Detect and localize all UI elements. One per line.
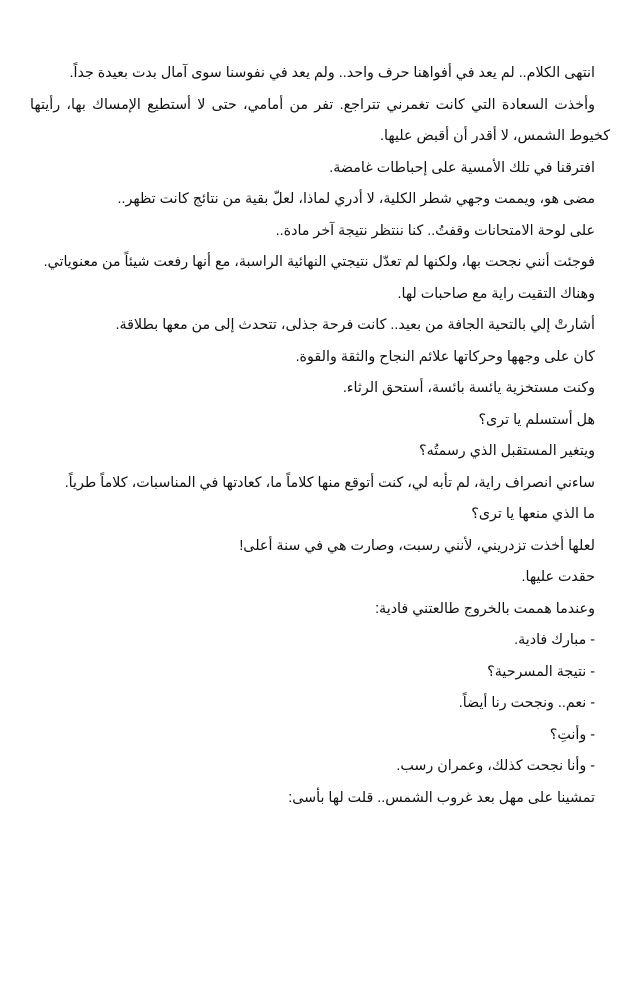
paragraph: ساءني انصراف راية، لم تأبه لي، كنت أتوقع منها كلاماً ما، كعادتها في المناسبات، كلاماً طرياً. xyxy=(64,474,595,491)
document-page xyxy=(30,58,610,814)
paragraph: حقدت عليها. xyxy=(521,569,595,585)
dialogue-line: - مبارك فادية. xyxy=(514,632,595,648)
paragraph: تمشينا على مهل بعد غروب الشمس.. قلت لها بأسى: xyxy=(288,789,595,806)
paragraph: مضى هو، ويممت وجهي شطر الكلية، لا أدري لماذا، لعلّ بقية من نتائج كانت تظهر.. xyxy=(117,191,595,207)
paragraph: كان على وجهها وحركاتها علائم النجاح والثقة والقوة. xyxy=(295,348,595,365)
paragraph: لعلها أخذت تزدريني، لأنني رسبت، وصارت هي في سنة أعلى! xyxy=(239,537,595,554)
dialogue-line: - وأنتِ؟ xyxy=(549,726,595,743)
dialogue-line: - نعم.. ونجحت رنا أيضاً. xyxy=(458,695,595,711)
dialogue-line: - نتيجة المسرحية؟ xyxy=(487,663,595,680)
dialogue-line: - وأنا نجحت كذلك، وعمران رسب. xyxy=(396,758,595,774)
paragraph: وهناك التقيت راية مع صاحبات لها. xyxy=(397,285,595,302)
paragraph: ما الذي منعها يا ترى؟ xyxy=(471,506,595,522)
paragraph: على لوحة الامتحانات وقفتُ.. كنا ننتظر نتيجة آخر مادة.. xyxy=(275,222,595,239)
paragraph: ويتغير المستقبل الذي رسمتُه؟ xyxy=(419,443,595,459)
paragraph: وعندما هممت بالخروج طالعتني فادية: xyxy=(375,600,595,617)
paragraph: انتهى الكلام.. لم يعد في أفواهنا حرف واحد.. ولم يعد في نفوسنا سوى آمال بدت بعيدة جداً. xyxy=(69,65,595,81)
paragraph: هل أستسلم يا ترى؟ xyxy=(478,411,595,428)
paragraph: وكنت مستخزية يائسة بائسة، أستحق الرثاء. xyxy=(342,380,595,396)
paragraph: فوجئت أنني نجحت بها، ولكنها لم تعدّل نتيجتي النهائية الراسبة، مع أنها رفعت شيئاً من معنوياتي. xyxy=(43,254,595,270)
paragraph: افترقنا في تلك الأمسية على إحباطات غامضة. xyxy=(329,159,595,176)
paragraph: وأخذت السعادة التي كانت تغمرني تتراجع. تفر من أمامي، حتى لا أستطيع الإمساك بها، رأيتها كخيوط الشمس، لا أقدر أن أقبض عليها. xyxy=(30,96,610,144)
paragraph: أشارتْ إلي بالتحية الجافة من بعيد.. كانت فرحة جذلى، تتحدث إلى من معها بطلاقة. xyxy=(115,317,595,333)
